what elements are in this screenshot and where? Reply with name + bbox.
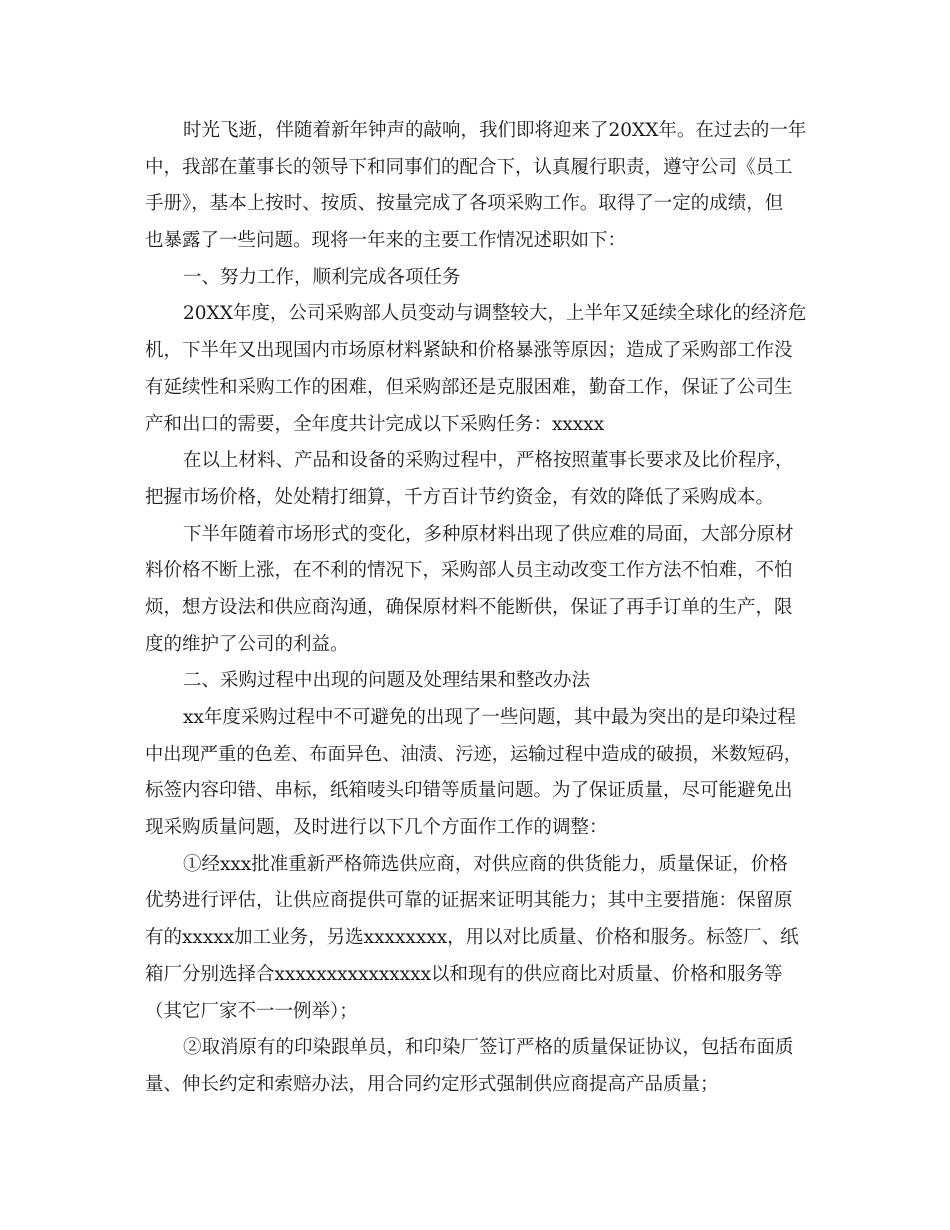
text-line: （其它厂家不一一例举）；	[145, 1000, 358, 1022]
text-line: 料价格不断上涨，在不利的情况下，采购部人员主动改变工作方法不怕难，不怕	[145, 560, 793, 582]
text-line: 时光飞逝，伴随着新年钟声的敲响，我们即将迎来了20XX年。在过去的一年	[183, 120, 807, 141]
text-line: 二、采购过程中出现的问题及处理结果和整改办法	[183, 670, 591, 692]
text-line: 手册》，基本上按时、按质、按量完成了各项采购工作。取得了一定的成绩，但	[145, 193, 784, 215]
text-line: 量、伸长约定和索赔办法，用合同约定形式强制供应商提高产品质量；	[145, 1073, 719, 1095]
text-line: xx年度采购过程中不可避免的出现了一些问题，其中最为突出的是印染过程	[183, 707, 796, 728]
text-line: 优势进行评估，让供应商提供可靠的证据来证明其能力；其中主要措施：保留原	[145, 890, 793, 912]
text-line: 也暴露了一些问题。现将一年来的主要工作情况述职如下：	[145, 230, 627, 252]
text-line: ②取消原有的印染跟单员，和印染厂签订严格的质量保证协议，包括布面质	[183, 1037, 794, 1059]
text-line: 下半年随着市场形式的变化，多种原材料出现了供应难的局面，大部分原材	[183, 523, 794, 545]
text-line: 把握市场价格，处处精打细算，千方百计节约资金，有效的降低了采购成本。	[145, 486, 775, 508]
text-line: 标签内容印错、串标，纸箱唛头印错等质量问题。为了保证质量，尽可能避免出	[145, 780, 793, 802]
text-line: 一、努力工作，顺利完成各项任务	[183, 266, 461, 288]
text-line: 有的xxxxx加工业务，另选xxxxxxxx，用以对比质量、价格和服务。标签厂、纸	[145, 927, 799, 949]
text-line: 机，下半年又出现国内市场原材料紧缺和价格暴涨等原因；造成了采购部工作没	[145, 340, 793, 362]
text-line: 中出现严重的色差、布面异色、油渍、污迹，运输过程中造成的破损，米数短码，	[145, 743, 802, 765]
text-line: 现采购质量问题，及时进行以下几个方面作工作的调整：	[145, 817, 608, 839]
text-line: 在以上材料、产品和设备的采购过程中，严格按照董事长要求及比价程序，	[183, 450, 794, 472]
text-line: 箱厂分别选择合xxxxxxxxxxxxxxx以和现有的供应商比对质量、价格和服务等	[145, 963, 783, 985]
text-line: ①经xxx批准重新严格筛选供应商，对供应商的供货能力，质量保证，价格	[183, 853, 788, 875]
text-line: 产和出口的需要，全年度共计完成以下采购任务：xxxxx	[145, 413, 605, 435]
document-body	[145, 113, 810, 1104]
text-line: 20XX年度，公司采购部人员变动与调整较大，上半年又延续全球化的经济危	[183, 303, 807, 325]
text-line: 度的维护了公司的利益。	[145, 633, 349, 655]
text-line: 中，我部在董事长的领导下和同事们的配合下，认真履行职责，遵守公司《员工	[145, 156, 793, 178]
text-line: 有延续性和采购工作的困难，但采购部还是克服困难，勤奋工作，保证了公司生	[145, 376, 793, 398]
text-line: 烦，想方设法和供应商沟通，确保原材料不能断供，保证了再手订单的生产，限	[145, 596, 793, 618]
